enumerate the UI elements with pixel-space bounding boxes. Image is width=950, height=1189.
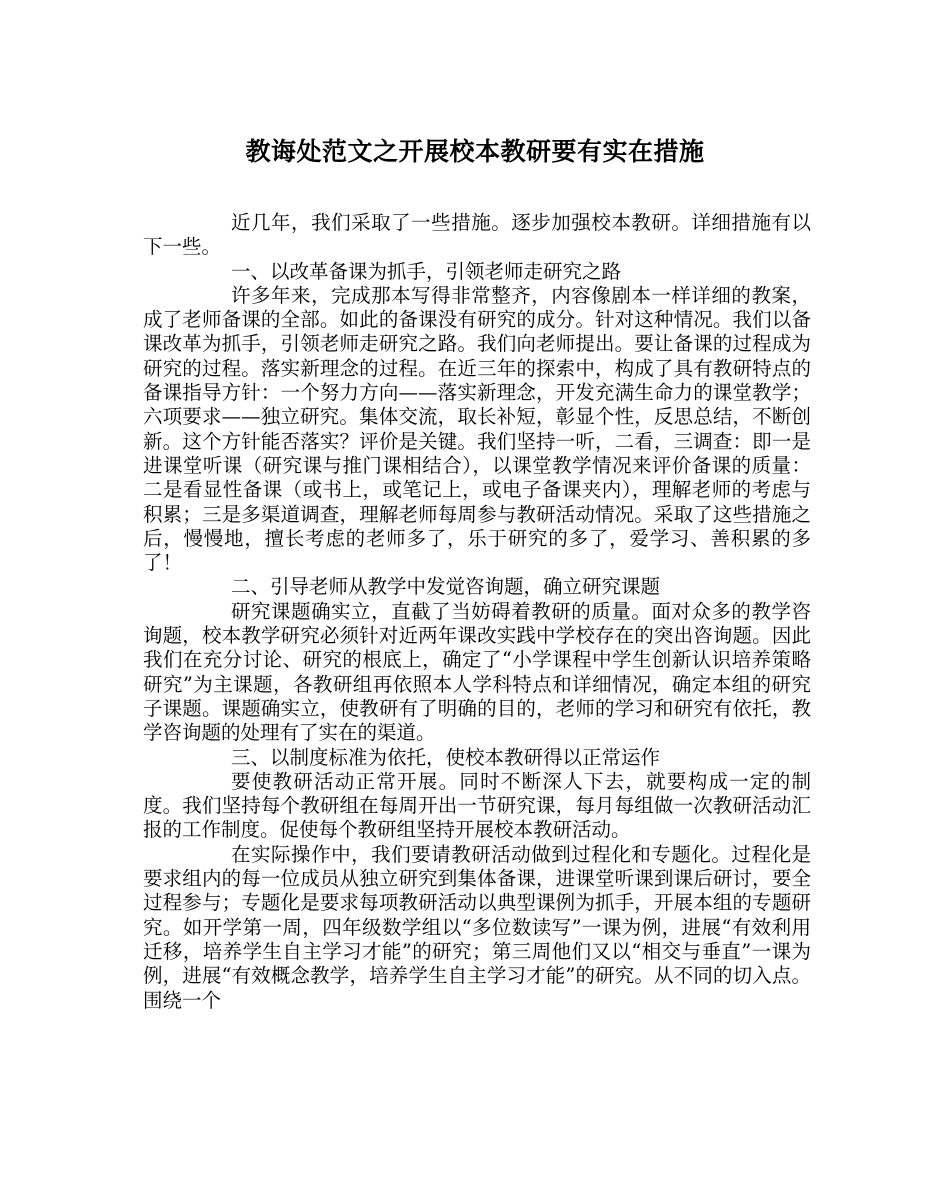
document-body	[143, 211, 811, 1013]
paragraph-intro: 近几年，我们采取了一些措施。逐步加强校本教研。详细措施有以下一些。	[143, 211, 811, 259]
paragraph-section-3a: 要使教研活动正常开展。同时不断深人下去，就要构成一定的制度。我们坚持每个教研组在每周开出一节研究课，每月每组做一次教研活动汇报的工作制度。促使每个教研组坚持开展校本教研活动。	[143, 769, 811, 842]
section-heading-2: 二、引导老师从教学中发觉咨询题，确立研究课题	[231, 575, 661, 599]
paragraph-section-3b: 在实际操作中，我们要请教研活动做到过程化和专题化。过程化是要求组内的每一位成员从独立研究到集体备课，进课堂听课到课后研讨，要全过程参与；专题化是要求每项教研活动以典型课例为抓手，开展本组的专题研究。如开学第一周，四年级数学组以“多位数读写”一课为例，进展“有效利用迁移，培养学生自主学习才能”的研究；第三周他们又以“相交与垂直”一课为例，进展“有效概念教学，培养学生自主学习才能”的研究。从不同的切入点。围绕一个	[143, 842, 811, 1012]
section-heading-1: 一、以改革备课为抓手，引领老师走研究之路	[231, 259, 622, 283]
paragraph-section-2: 研究课题确实立，直截了当妨碍着教研的质量。面对众多的教学咨询题，校本教学研究必须针对近两年课改实践中学校存在的突出咨询题。因此我们在充分讨论、研究的根底上，确定了“小学课程中学生创新认识培养策略研究”为主课题，各教研组再依照本人学科特点和详细情况，确定本组的研究子课题。课题确实立，使教研有了明确的目的，老师的学习和研究有依托，教学咨询题的处理有了实在的渠道。	[143, 599, 811, 745]
paragraph-section-1: 许多年来，完成那本写得非常整齐，内容像剧本一样详细的教案，成了老师备课的全部。如此的备课没有研究的成分。针对这种情况。我们以备课改革为抓手，引领老师走研究之路。我们向老师提出。要让备课的过程成为研究的过程。落实新理念的过程。在近三年的探索中，构成了具有教研特点的备课指导方针：一个努力方向——落实新理念，开发充满生命力的课堂教学；六项要求——独立研究。集体交流，取长补短，彰显个性，反思总结，不断创新。这个方针能否落实？评价是关键。我们坚持一听，二看，三调查：即一是进课堂听课（研究课与推门课相结合），以课堂教学情况来评价备课的质量：二是看显性备课（或书上，或笔记上，或电子备课夹内），理解老师的考虑与积累；三是多渠道调查，理解老师每周参与教研活动情况。采取了这些措施之后，慢慢地，擅长考虑的老师多了，乐于研究的多了，爱学习、善积累的多了！	[143, 283, 811, 575]
section-heading-3: 三、以制度标准为依托，使校本教研得以正常运作	[231, 745, 661, 769]
document-title: 教诲处范文之开展校本教研要有实在措施	[245, 137, 705, 166]
